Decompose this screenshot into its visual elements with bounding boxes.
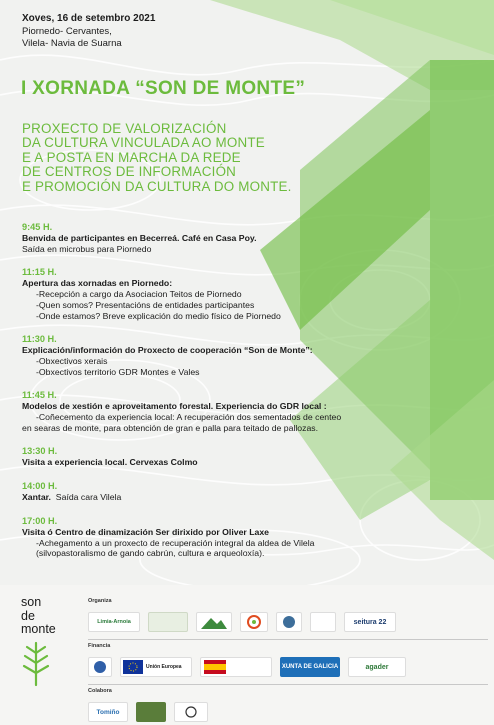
schedule-time: 14:00 H. <box>22 481 58 492</box>
subtitle-line: E PROMOCIÓN DA CULTURA DO MONTE. <box>22 178 292 194</box>
financia-logos <box>88 652 488 682</box>
program-schedule <box>22 221 482 571</box>
agader-logo: agader <box>348 657 406 677</box>
colabora-label: Colabora <box>88 688 112 694</box>
montes-e-vales-logo <box>148 612 188 632</box>
subtitle-line: DA CULTURA VINCULADA AO MONTE <box>22 135 265 151</box>
tree-icon <box>21 641 51 687</box>
partner-logo <box>310 612 336 632</box>
schedule-detail: -Quen somos? Presentacións de entidades participantes <box>36 299 255 310</box>
feader-logo <box>88 657 112 677</box>
schedule-item <box>22 266 482 321</box>
subtitle-line: E A POSTA EN MARCHA DA REDE <box>22 149 241 165</box>
organiza-logos <box>88 607 488 637</box>
eu-label: Unión Europea <box>146 664 182 670</box>
schedule-item <box>22 389 482 433</box>
event-place-line2: Vilela- Navia de Suarna <box>22 38 122 49</box>
schedule-time: 17:00 H. <box>22 515 58 526</box>
logo-line-monte: monte <box>21 622 56 636</box>
subtitle-line: PROXECTO DE VALORIZACIÓN <box>22 121 227 136</box>
subtitle-line: DE CENTROS DE INFORMACIÓN <box>22 164 237 180</box>
mountain-logo <box>196 612 232 632</box>
divider <box>88 684 488 685</box>
financia-label: Financia <box>88 643 111 649</box>
schedule-item <box>22 221 482 254</box>
colabora-logos <box>88 697 488 725</box>
schedule-time: 13:30 H. <box>22 446 58 457</box>
limia-arnoia-logo: Limia-Arnoia <box>88 612 140 632</box>
schedule-item <box>22 515 482 559</box>
logo-line-de: de <box>21 608 35 623</box>
schedule-item <box>22 445 482 468</box>
page-title: I XORNADA “SON DE MONTE” <box>21 78 306 99</box>
schedule-heading: Visita ó Centro de dinamización Ser dirixido por Oliver Laxe <box>22 526 270 537</box>
schedule-heading: Modelos de xestión e aproveitamento forestal. Experiencia do GDR local : <box>22 401 327 412</box>
eu-flag-logo <box>120 657 192 677</box>
schedule-heading: Apertura das xornadas en Piornedo: <box>22 278 173 289</box>
event-header <box>22 13 155 51</box>
schedule-detail: -Recepción a cargo da Asociacion Teitos de Piornedo <box>36 289 242 300</box>
schedule-heading-text: Xantar. <box>22 492 51 503</box>
seitura-logo: seitura 22 <box>344 612 396 632</box>
sponsors-panel <box>88 598 488 725</box>
schedule-detail: -Achegamento a un proxecto de recuperación integral da aldea de Vilela <box>36 537 315 548</box>
schedule-time: 11:15 H. <box>22 267 57 278</box>
schedule-detail: -Onde estamos? Breve explicación do medio físico de Piornedo <box>36 310 281 321</box>
schedule-detail: en searas de monte, para obtención de gran e palla para teitado de pallozas. <box>22 422 319 433</box>
schedule-heading <box>22 492 482 503</box>
schedule-time: 11:45 H. <box>22 390 57 401</box>
schedule-detail: -Obxectivos territorio GDR Montes e Vales <box>36 366 200 377</box>
schedule-item <box>22 480 482 503</box>
schedule-detail: (silvopastoralismo de gando cabrún, cultura e arqueoloxía). <box>36 548 265 559</box>
divider <box>88 639 488 640</box>
organiza-label: Organiza <box>88 598 112 604</box>
schedule-time: 11:30 H. <box>22 334 57 345</box>
schedule-item <box>22 333 482 377</box>
ibran-logo <box>174 702 208 722</box>
schedule-heading: Explicación/información do Proxecto de cooperación “Son de Monte”: <box>22 345 313 356</box>
schedule-time: 9:45 H. <box>22 222 53 232</box>
page-subtitle <box>22 122 292 194</box>
tomino-logo: Tomiño <box>88 702 128 722</box>
event-place-line1: Piornedo- Cervantes, <box>22 25 112 37</box>
spain-ministry-logo <box>200 657 272 677</box>
schedule-heading-suffix: Saída cara Vilela <box>50 492 122 503</box>
event-date: Xoves, 16 de setembro 2021 <box>22 13 156 24</box>
son-de-monte-logo <box>21 596 81 692</box>
schedule-heading: Visita a experiencia local. Cervexas Colmo <box>22 457 198 468</box>
schedule-heading: Benvida de participantes en Becerreá. Café en Casa Poy. <box>22 233 257 243</box>
schedule-detail: -Coñecemento da experiencia local: A recuperación dos sementados de centeo <box>36 412 342 423</box>
eu-rural-logo <box>240 612 268 632</box>
xunta-logo: XUNTA DE GALICIA <box>280 657 340 677</box>
gdr-logo <box>276 612 302 632</box>
schedule-detail: -Obxectivos xerais <box>36 355 108 366</box>
forest-photo-logo <box>136 702 166 722</box>
logo-line-son: son <box>21 595 42 609</box>
schedule-detail: Saída en microbus para Piornedo <box>22 243 152 254</box>
